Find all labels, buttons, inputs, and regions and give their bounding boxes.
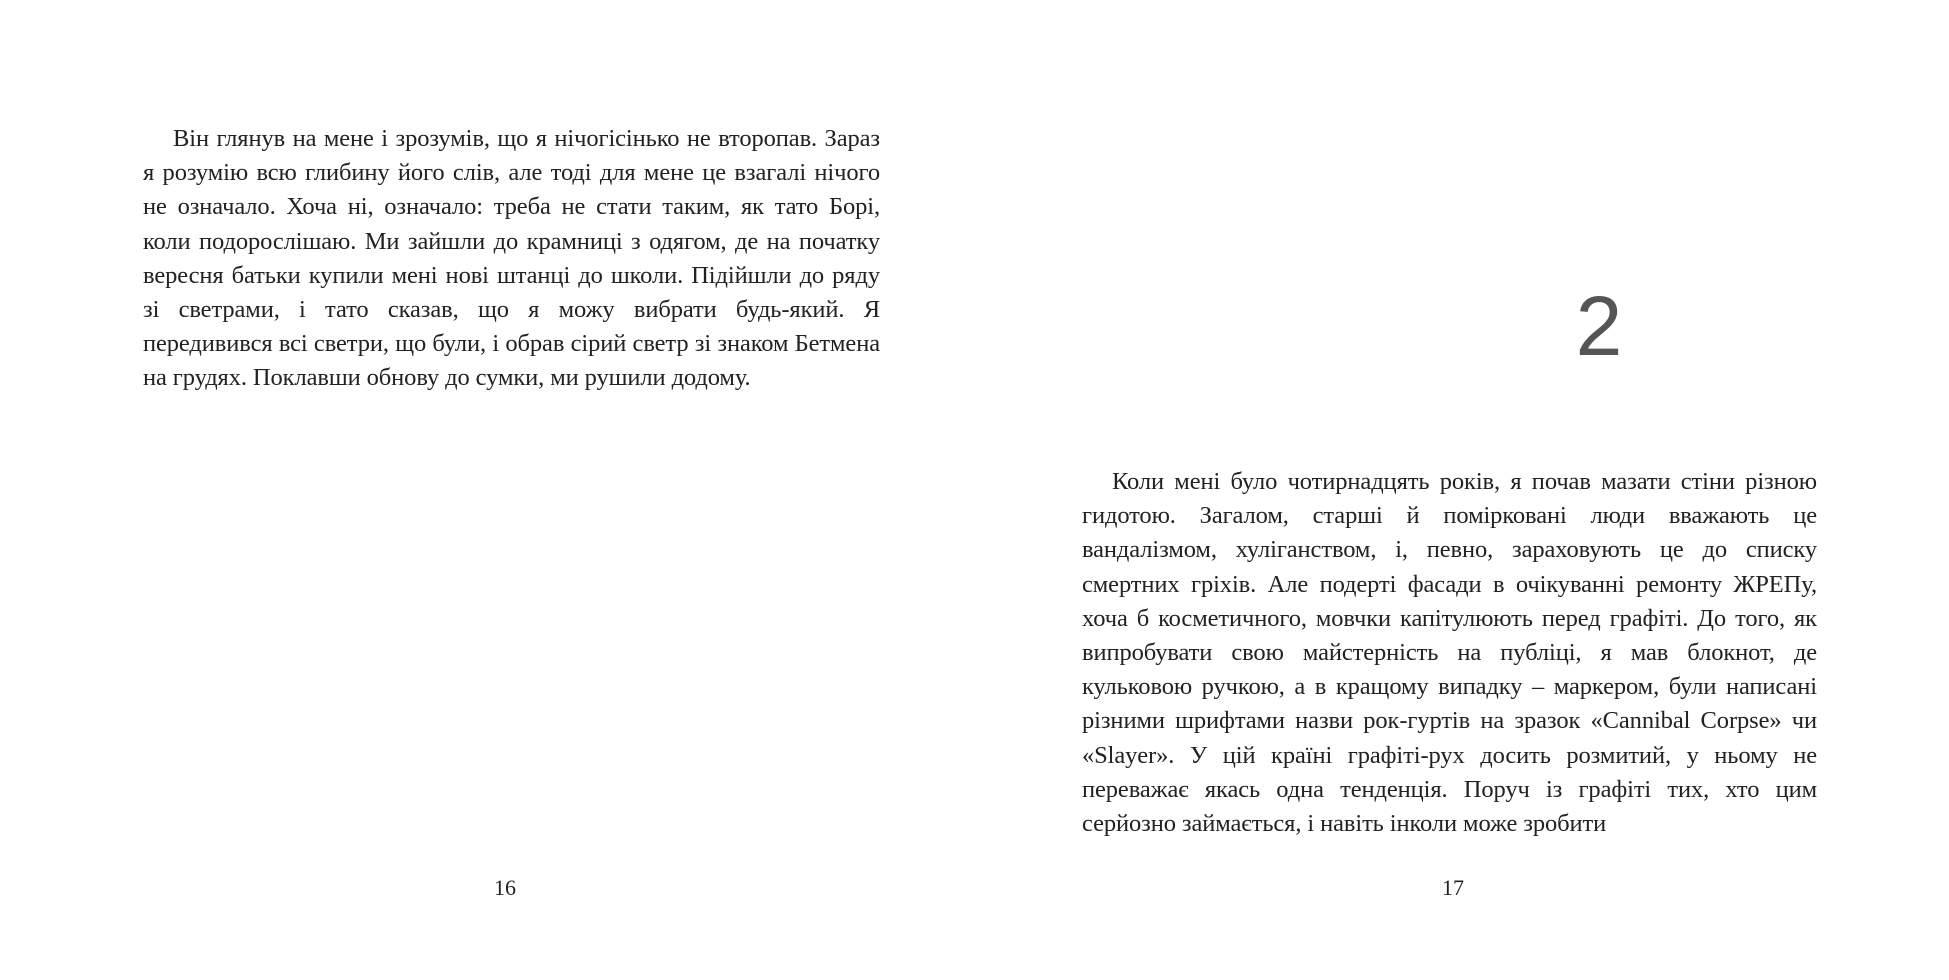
- chapter-number-text: 2: [1575, 279, 1623, 373]
- right-page-number: 17: [1442, 875, 1464, 900]
- left-page-paragraph: Він глянув на мене і зрозумів, що я нічогісінько не второпав. Зараз я розумію всю глибину його слів, але тоді для мене це взагалі нічого не означало. Хоча ні, означало: треба не стати таким, як тато Борі, коли подорослішаю. Ми зайшли до крамниці з одягом, де на початку вересня батьки купили мені нові штанці до школи. Підійшли до ряду зі светрами, і тато сказав, що я можу вибрати будь-який. Я передивився всі светри, що були, і обрав сірий светр зі знаком Бетмена на грудях. Поклавши обнову до сумки, ми рушили додому.: [143, 125, 880, 392]
- chapter-number: [975, 276, 1949, 376]
- right-page: [975, 0, 1949, 980]
- left-page-number: 16: [494, 875, 516, 900]
- right-page-paragraph: Коли мені було чотирнадцять років, я почав мазати стіни різною гидотою. Загалом, старші й поміркованi люди вважають це вандалізмом, хуліганством, і, певно, зараховують це до списку смертних гріхів. Але подерті фасади в очікуванні ремонту ЖРЕПу, хоча б косметичного, мовчки капітулюють перед графіті. До того, як випробувати свою майстерність на публіці, я мав блокнот, де кульковою ручкою, а в кращому випадку – маркером, були написані різними шрифтами назви рок-гуртів на зразок «Cannibal Corpse» чи «Slayer». У цій країні графіті-рух досить розмитий, у ньому не переважає якась одна тенденція. Поруч із графіті тих, хто цим серйозно займається, і навіть інколи може зробити: [1082, 468, 1817, 838]
